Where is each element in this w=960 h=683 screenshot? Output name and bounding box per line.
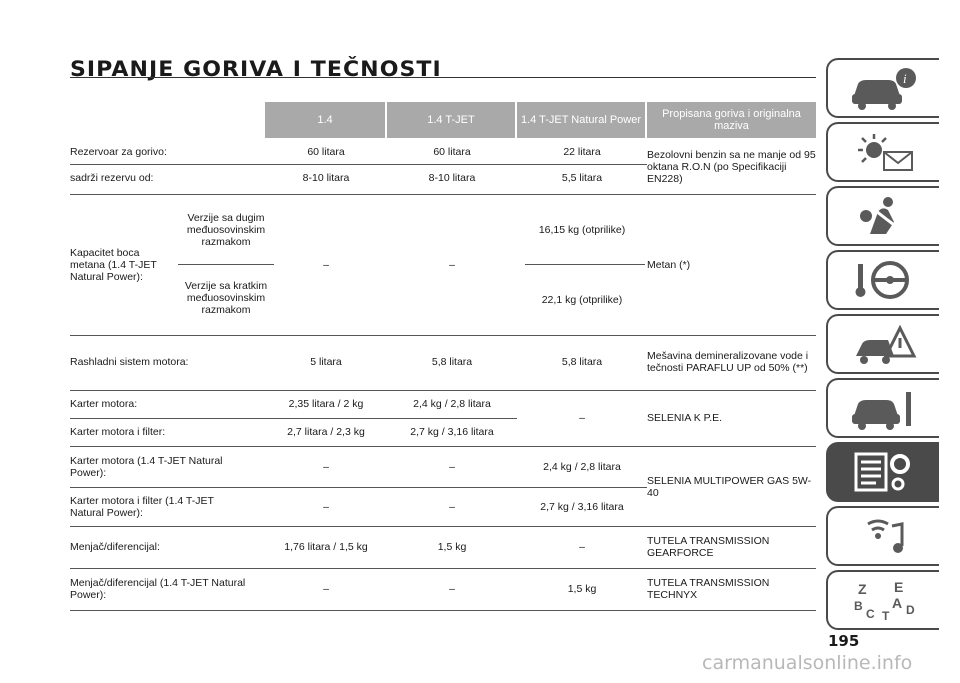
table-cell: – [323,259,329,271]
row-label: Rezervoar za gorivo: [70,146,167,158]
row-label: Karter motora (1.4 T-JET Natural Power): [70,455,223,479]
table-cell: 2,35 litara / 2 kg [288,398,364,410]
row-label: Menjač/diferencijal: [70,541,160,553]
fuel-spec: Bezolovni benzin sa ne manje od 95 oktana R.O.N (po Specifikaciji EN228) [647,149,816,185]
table-cell: – [579,412,585,424]
svg-text:A: A [891,595,902,611]
variant-long: Verzije sa dugim međuosovinskim razmakom [186,212,266,248]
table-cell: – [449,461,455,473]
row-divider [70,526,816,527]
header-natural-power: 1.4 T-JET Natural Power [517,102,645,138]
table-cell: 5 litara [310,356,342,368]
header-1-4-tjet: 1.4 T-JET [387,102,515,138]
breakdown-icon [848,322,920,366]
oil-spec: SELENIA MULTIPOWER GAS 5W-40 [647,475,812,499]
tab-car-info[interactable] [826,58,939,118]
row-divider [70,610,816,611]
tab-starting-driving[interactable] [826,250,939,310]
table-cell: 2,7 kg / 3,16 litara [410,426,494,438]
table-row [70,570,816,608]
table-cell: – [323,461,329,473]
table-cell: 16,15 kg (otprilike) [538,224,626,236]
table-cell: 2,4 kg / 2,8 litara [413,398,491,410]
fluid-spec: Mešavina demineralizovane vode i tečnosti PARAFLU UP od 50% (**) [647,350,809,374]
index-icon [848,578,920,622]
technical-data-icon [848,450,920,494]
tab-multimedia[interactable] [826,506,939,566]
steering-key-icon [848,258,920,302]
oil-spec: TUTELA TRANSMISSION TECHNYX [647,577,770,601]
page-title: SIPANJE GORIVA I TEČNOSTI [70,57,442,81]
header-1-4: 1.4 [265,102,385,138]
table-cell: – [449,501,455,513]
svg-text:E: E [893,579,903,595]
tab-safety[interactable] [826,186,939,246]
table-cell: – [323,501,329,513]
table-cell: 5,5 litara [561,172,603,184]
table-cell: 1,5 kg [437,541,467,553]
svg-text:Z: Z [857,581,867,597]
table-row [70,336,816,388]
svg-text:i: i [902,71,907,86]
row-divider [70,194,816,195]
table-cell: 2,7 kg / 3,16 litara [540,501,624,513]
table-cell: 8-10 litara [428,172,476,184]
variant-divider [178,264,274,265]
table-cell: 8-10 litara [302,172,350,184]
variant-short: Verzije sa kratkim međuosovinskim razmakom [184,280,268,316]
oil-spec: SELENIA K P.E. [647,412,723,424]
row-label: Kapacitet boca metana (1.4 T-JET Natural Power): [70,247,157,283]
variant-divider [525,264,645,265]
car-info-icon [848,66,920,110]
tab-emergency[interactable] [826,314,939,374]
table-cell: 1,5 kg [567,583,597,595]
table-cell: 60 litara [307,146,345,158]
header-fluids: Propisana goriva i originalna maziva [647,102,816,138]
row-label: Karter motora i filter: [70,426,166,438]
table-row [70,528,816,566]
row-divider [70,446,816,447]
svg-text:C: C [865,607,875,621]
row-label: Karter motora i filter (1.4 T-JET Natural Power): [70,495,214,519]
row-label: Rashladni sistem motora: [70,356,189,368]
svg-text:D: D [905,603,915,617]
svg-text:B: B [853,599,863,613]
table-cell: 5,8 litara [431,356,473,368]
fuel-spec: Metan (*) [647,259,691,271]
multimedia-icon [848,514,920,558]
tab-maintenance[interactable] [826,378,939,438]
table-cell: – [449,583,455,595]
tab-warning-lights[interactable] [826,122,939,182]
table-cell: 2,4 kg / 2,8 litara [543,461,621,473]
table-cell: 1,76 litara / 1,5 kg [284,541,368,553]
table-cell: 2,7 litara / 2,3 kg [287,426,365,438]
row-divider [70,568,816,569]
table-cell: – [449,259,455,271]
row-label: sadrži rezervu od: [70,172,154,184]
table-cell: 5,8 litara [561,356,603,368]
tab-technical-data[interactable] [826,442,939,502]
table-cell: 60 litara [433,146,471,158]
page-number: 195 [828,632,860,650]
table-cell: – [579,541,585,553]
car-maintenance-icon [848,386,920,430]
tab-index[interactable] [826,570,939,630]
table-cell: 22 litara [563,146,601,158]
watermark: carmanualsonline.info [702,652,913,674]
table-cell: – [323,583,329,595]
svg-text:T: T [881,609,889,622]
airbag-safety-icon [848,194,920,238]
title-divider [70,77,816,78]
oil-spec: TUTELA TRANSMISSION GEARFORCE [647,535,770,559]
table-cell: 22,1 kg (otprilike) [541,294,623,306]
warning-lights-icon [848,130,920,174]
row-label: Menjač/diferencijal (1.4 T-JET Natural Power): [70,577,246,601]
row-label: Karter motora: [70,398,138,410]
